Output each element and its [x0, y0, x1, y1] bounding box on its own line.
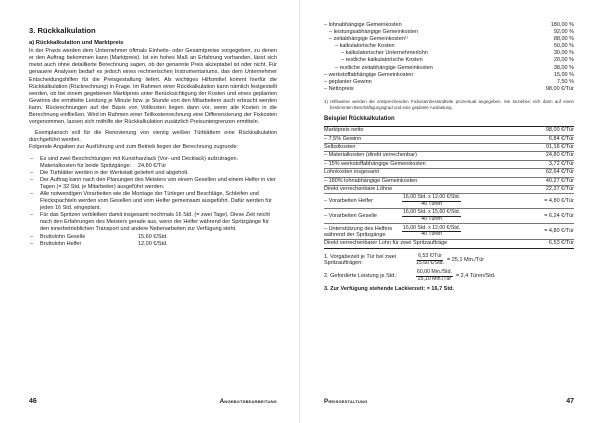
- numerator: 16,00 Std. x 15,60 €/Std.: [403, 209, 461, 216]
- calc-value: 40,27 €/Tür: [545, 177, 574, 184]
- rate-value: 38,00 %: [553, 64, 574, 71]
- calc-label: Selbstkosten: [324, 144, 356, 150]
- calc-row: [324, 169, 574, 177]
- rate-row: [324, 36, 574, 43]
- fraction-label: – Vorarbeiten Geselle: [324, 213, 377, 220]
- material-cost-line: [29, 163, 277, 170]
- calc-row: [324, 178, 574, 186]
- calc-value: 62,64 €/Tür: [545, 169, 574, 176]
- rate-value: 92,00 %: [553, 29, 574, 36]
- fraction-row: [324, 224, 574, 240]
- rate-row: [324, 79, 574, 86]
- rate-value: 15,00 %: [553, 71, 574, 78]
- right-page: [300, 0, 600, 423]
- calc-value: 91,16 €/Tür: [545, 144, 574, 150]
- rate-row: [324, 50, 574, 57]
- calc-label: – 7,5% Gewinn: [324, 135, 362, 142]
- running-title: Preisgestaltung: [324, 398, 368, 405]
- page-number: 47: [566, 398, 574, 405]
- fraction: [402, 195, 461, 208]
- rate-label: – geplanter Gewinn: [324, 78, 372, 85]
- material-cost-value: 24,80 €/Tür: [138, 162, 167, 169]
- rate-label: – Nettopreis: [324, 85, 354, 92]
- rate-row: [324, 86, 574, 93]
- wage-value: 15,60 €/Std.: [138, 233, 168, 240]
- wage-label: – Bruttolohn Helfer: [40, 240, 82, 247]
- calc-value: 98,00 €/Tür: [545, 127, 574, 134]
- running-title: Angebotsbearbeitung: [219, 398, 277, 405]
- calc-row: [324, 144, 574, 152]
- denominator: 40 Türen: [421, 231, 442, 238]
- rate-label: – zeitabhängige Gemeinkosten¹⁾: [329, 36, 409, 43]
- calc-label: – 15% werkstoffabhängige Gemeinkosten: [324, 160, 426, 167]
- calc-label: Marktpreis netto: [324, 127, 364, 134]
- denominator: 40 Türen: [421, 215, 442, 222]
- left-footer: [29, 398, 277, 405]
- fraction-label: – Vorarbeiten Helfer: [324, 198, 373, 205]
- calc-row: [324, 127, 574, 135]
- calc-label: Direkt verrechenbarer Lohn für zwei Spritzaufträge: [324, 240, 448, 247]
- calc-label: – 180% lohnabhängige Gemeinkosten: [324, 177, 418, 184]
- assumption-list-b: [29, 170, 277, 234]
- subsection-heading: a) Rückkalkulation und Marktpreis: [29, 40, 124, 47]
- rate-row: [324, 57, 574, 64]
- calc-step-label: 2. Geforderte Leistung je Std.:: [324, 273, 398, 280]
- numerator: 60,00 Min./Std.: [417, 268, 452, 275]
- list-item: – Der Auftrag kann nach den Planungen des Meisters von einem Gesellen und einem Helfer in vier Tagen (= 32 Std. je Mitarbeiter) ausgeführt werden.: [29, 177, 277, 191]
- calc-value: 24,80 €/Tür: [545, 152, 574, 159]
- rate-label: – kalkulatorischer Unternehmerlohn: [341, 50, 428, 57]
- calc-label: Direkt verrechenbare Löhne: [324, 185, 393, 192]
- numerator: 16,00 Std. x 12,00 €/Std.: [403, 224, 461, 231]
- fraction: [402, 210, 461, 223]
- rate-row: [324, 43, 574, 50]
- calc-row: [324, 136, 574, 144]
- list-item: – Alle notwendigen Vorarbeiten wie die Montage der Türleger und Beschläge, Schleifen und Fleckspachteln werden vom Gesellen und vom Helfer gemeinsam ausgeführt. Dafür werden für jeden 16 Std. eingeplant.: [29, 191, 277, 212]
- right-text-column: [324, 22, 574, 293]
- calc-label: – Materialkosten (direkt verrechenbar): [324, 152, 417, 159]
- rate-value: 180,00 %: [550, 22, 574, 28]
- calc-value: 6,53 €/Tür: [548, 240, 574, 247]
- rate-value: 20,00 %: [553, 57, 574, 64]
- section-heading: 3. Rückkalkulation: [29, 26, 96, 35]
- calc-step-1: [324, 253, 574, 268]
- calc-value: 22,37 €/Tür: [545, 185, 574, 192]
- material-cost-label: Materialkosten für beide Spritzgänge:: [40, 162, 132, 169]
- left-text-column: [29, 27, 277, 248]
- rate-row: [324, 65, 574, 72]
- wage-line-helfer: [29, 241, 277, 248]
- intro-paragraph: In der Praxis werden dem Unternehmer oftmals Einheits- oder Gesamtpreise vorgegeben, zu denen er den Auftrag bekommen kann (Marktpreis). Ist ein hohes Maß an Erfahrung vorhanden, lässt sich meist auch ohne detaillierte Berechnung sagen, ob der genannte Preis akzeptabel ist oder nicht. Für genauere Analysen bedarf es jedoch eines rechnerischen Instrumentariums, das dem Unternehmer Entscheidungshilfen für die Preisgestaltung liefert. Als wichtiges Hilfsmittel kommt hierfür die Rückkalkulation (Rückrechnung) in Frage. Im Rahmen einer Rückkalkulation kann nämlich festgestellt werden, ob bei einem gegebenen Marktpreis unter Berücksichtigung der Kosten und eines geplanten Gewinns die ermittelte Leistung je Minute bzw. je Stunde von den Mitarbeitern auch erbracht werden kann. Rückrechnungen auf der Basis von Vollkosten liegen dann vor, wenn alle Kosten in die Berechnung einfließen. Wird im Rahmen einer Teilkostenrechnung eine Differenzierung der Fixkosten vorgenommen, lassen sich mithilfe der Rückkalkulation zusätzlich Preisuntergrenzen ermitteln.: [29, 48, 277, 126]
- calc-row: [324, 152, 574, 160]
- rate-label: – kalkulatorische Kosten: [335, 43, 395, 50]
- rate-label: – lohnabhängige Gemeinkosten: [324, 22, 402, 28]
- rate-value: 7,50 %: [556, 78, 574, 85]
- calc-step-label: 1. Vorgabezeit je Tür bei zwei Spritzaufträgen:: [324, 254, 397, 267]
- calc-label: Lohnkosten insgesamt: [324, 169, 380, 176]
- overhead-rates-list: [324, 22, 574, 93]
- calc-step-2: [324, 269, 574, 284]
- fraction-result: = 4,80 €/Tür: [544, 197, 574, 204]
- fraction-row: [324, 209, 574, 224]
- calc-row: [324, 240, 574, 248]
- wage-label: – Bruttolohn Geselle: [40, 233, 86, 240]
- fraction-result: = 6,24 €/Tür: [544, 212, 574, 219]
- calc-row: [324, 161, 574, 169]
- calculation-table: [324, 126, 574, 249]
- fraction: [416, 270, 453, 283]
- calc-value: 3,72 €/Tür: [548, 160, 574, 167]
- list-item: – Für das Spritzen verbleiben damit insgesamt nochmals 16 Std. (= zwei Tage). Diese Zeit reicht nach den Erfahrungen des Meisters gerade aus, wenn der Helfer während der Spritzgänge für den innerbetrieblichen Transport und andere Nebenarbeiten zur Verfügung steht.: [29, 212, 277, 233]
- example-heading: Beispiel Rückkalkulation: [324, 116, 395, 123]
- rate-label: – leistungsabhängige Gemeinkosten: [329, 29, 418, 36]
- rate-label: – restliche zeitabhängige Gemeinkosten: [335, 64, 433, 71]
- wage-line-geselle: [29, 234, 277, 241]
- wage-value: 12,00 €/Std.: [138, 240, 168, 247]
- list-item: – Die Türblätter werden in der Werkstatt geliefert und abgeholt.: [29, 170, 277, 177]
- calc-value: 6,84 €/Tür: [548, 135, 574, 142]
- denominator: 25,10 Min./Tür: [417, 275, 452, 282]
- numerator: 6,53 €/Tür: [418, 252, 442, 259]
- rate-label: – werkstoffabhängige Gemeinkosten: [324, 71, 414, 78]
- footnote: 1) Hilfsweise werden die entsprechenden Fixkostenbestandteile prozentual angegeben. Sie beziehen sich dann auf einen bestimmten Beschäftigungsgrad und eine geplante Auslastung.: [324, 98, 574, 110]
- rate-label: – restliche kalkulatorische Kosten: [341, 57, 423, 64]
- assumption-list-a: [29, 156, 277, 163]
- rate-row: [324, 72, 574, 79]
- calc-step-3: 3. Zur Verfügung stehende Lackierzeit: = 16,7 Std.: [324, 285, 455, 292]
- fraction: [416, 254, 444, 267]
- calc-step-result: = 2,4 Türen/Std.: [455, 272, 496, 279]
- fraction-label: – Unterstützung des Helfers während der Spritzgänge: [324, 225, 393, 238]
- denominator: 40 Türen: [421, 200, 442, 207]
- right-footer: [324, 398, 574, 405]
- rate-row: [324, 22, 574, 29]
- calc-step-result: = 25,1 Min./Tür: [446, 256, 485, 263]
- page-number: 46: [29, 398, 37, 405]
- rate-value: 98,00 €/Tür: [545, 85, 574, 92]
- fraction-result: = 4,80 €/Tür: [544, 228, 574, 235]
- basis-paragraph: Folgende Angaben zur Ausführung und zum Betrieb liegen der Berechnung zugrunde:: [29, 144, 239, 151]
- numerator: 16,00 Std. x 12,00 €/Std.: [403, 194, 461, 201]
- rate-value: 50,00 %: [553, 43, 574, 50]
- list-item: – Es sind zwei Beschichtungen mit Kunstharzlack (Vor- und Decklack) aufzutragen.: [29, 156, 277, 163]
- fraction: [402, 226, 461, 239]
- denominator: 15,60 €/Std.: [416, 259, 444, 266]
- example-paragraph: Exemplarisch soll für die Renovierung von vierzig weißen Türblättern eine Rückkalkulation durchgeführt werden.: [29, 130, 277, 144]
- rate-value: 30,00 %: [553, 50, 574, 57]
- fraction-row: [324, 194, 574, 209]
- rate-value: 88,00 %: [553, 36, 574, 43]
